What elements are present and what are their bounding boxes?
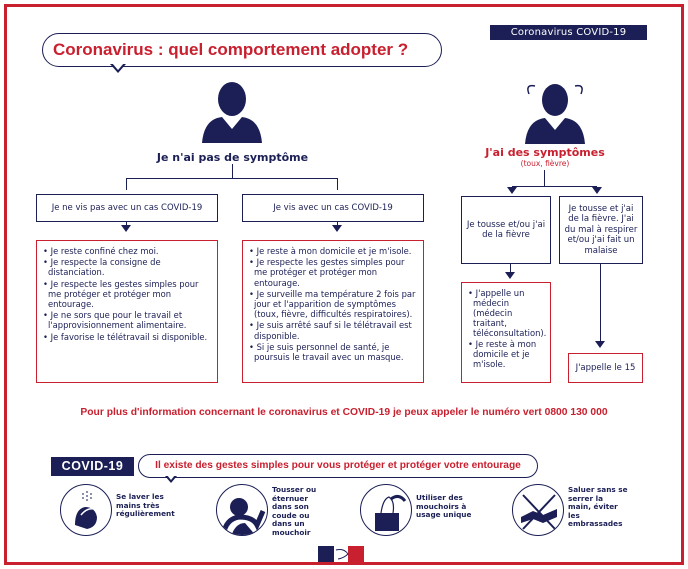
- list-item: • Je reste à mon domicile et je m'isole.: [249, 246, 419, 256]
- list-item: • Je reste confiné chez moi.: [43, 246, 213, 256]
- actions-list-not-living-with-case: [36, 240, 218, 383]
- gestes-title: Il existe des gestes simples pour vous protéger et protéger votre entourage: [138, 454, 538, 478]
- page-title: Coronavirus : quel comportement adopter ?: [42, 33, 442, 67]
- list-item: • Je favorise le télétravail si disponible.: [43, 332, 213, 342]
- covid-tag: COVID-19: [51, 457, 134, 476]
- list-item: • Si je suis personnel de santé, je poursuis le travail avec un masque.: [249, 342, 419, 362]
- no-handshake-icon: [512, 484, 564, 536]
- no-symptom-heading: Je n'ai pas de symptôme: [156, 151, 309, 164]
- actions-list-cough-or-fever: [461, 282, 551, 383]
- list-item: • Je ne sors que pour le travail et l'approvisionnement alimentaire.: [43, 310, 213, 330]
- hand-washing-icon: [60, 484, 112, 536]
- tissue-icon: [360, 484, 412, 536]
- branch-cough-or-fever: Je tousse et/ou j'ai de la fièvre: [461, 196, 551, 264]
- list-item: • J'appelle un médecin (médecin traitant, téléconsultation).: [468, 288, 546, 338]
- gesture-label: Se laver les mains très régulièrement: [116, 492, 175, 519]
- marianne-flag-icon: [318, 546, 364, 562]
- gesture-label: Saluer sans se serrer la main, éviter les embrassades: [568, 485, 628, 529]
- symptoms-subheading: (toux, fièvre): [520, 159, 570, 168]
- call-15-box: J'appelle le 15: [568, 353, 643, 383]
- branch-living-with-case: Je vis avec un cas COVID-19: [242, 194, 424, 222]
- header-tag: Coronavirus COVID-19: [490, 25, 647, 40]
- list-item: • Je respecte les gestes simples pour me protéger et protéger mon entourage.: [43, 279, 213, 310]
- branch-breathing-difficulty: Je tousse et j'ai de la fièvre. J'ai du mal à respirer et/ou j'ai fait un malaise: [559, 196, 643, 264]
- list-item: • Je surveille ma température 2 fois par jour et l'apparition de symptômes (toux, fièvre, difficultés respiratoires).: [249, 289, 419, 320]
- symptoms-heading: J'ai des symptômes: [485, 146, 605, 159]
- person-no-symptom-icon: [200, 77, 264, 143]
- actions-list-living-with-case: [242, 240, 424, 383]
- list-item: • Je suis arrêté sauf si le télétravail est disponible.: [249, 320, 419, 340]
- list-item: • Je reste à mon domicile et je m'isole.: [468, 339, 546, 369]
- branch-not-living-with-case: Je ne vis pas avec un cas COVID-19: [36, 194, 218, 222]
- gesture-label: Utiliser des mouchoirs à usage unique: [416, 493, 472, 520]
- list-item: • Je respecte les gestes simples pour me protéger et protéger mon entourage.: [249, 257, 419, 288]
- list-item: • Je respecte la consigne de distanciation.: [43, 257, 213, 277]
- gesture-label: Tousser ou éternuer dans son coude ou dans un mouchoir: [272, 485, 317, 537]
- person-symptoms-icon: [523, 80, 587, 144]
- info-line: Pour plus d'information concernant le coronavirus et COVID-19 je peux appeler le numéro vert 0800 130 000: [80, 407, 608, 418]
- cough-elbow-icon: [216, 484, 268, 536]
